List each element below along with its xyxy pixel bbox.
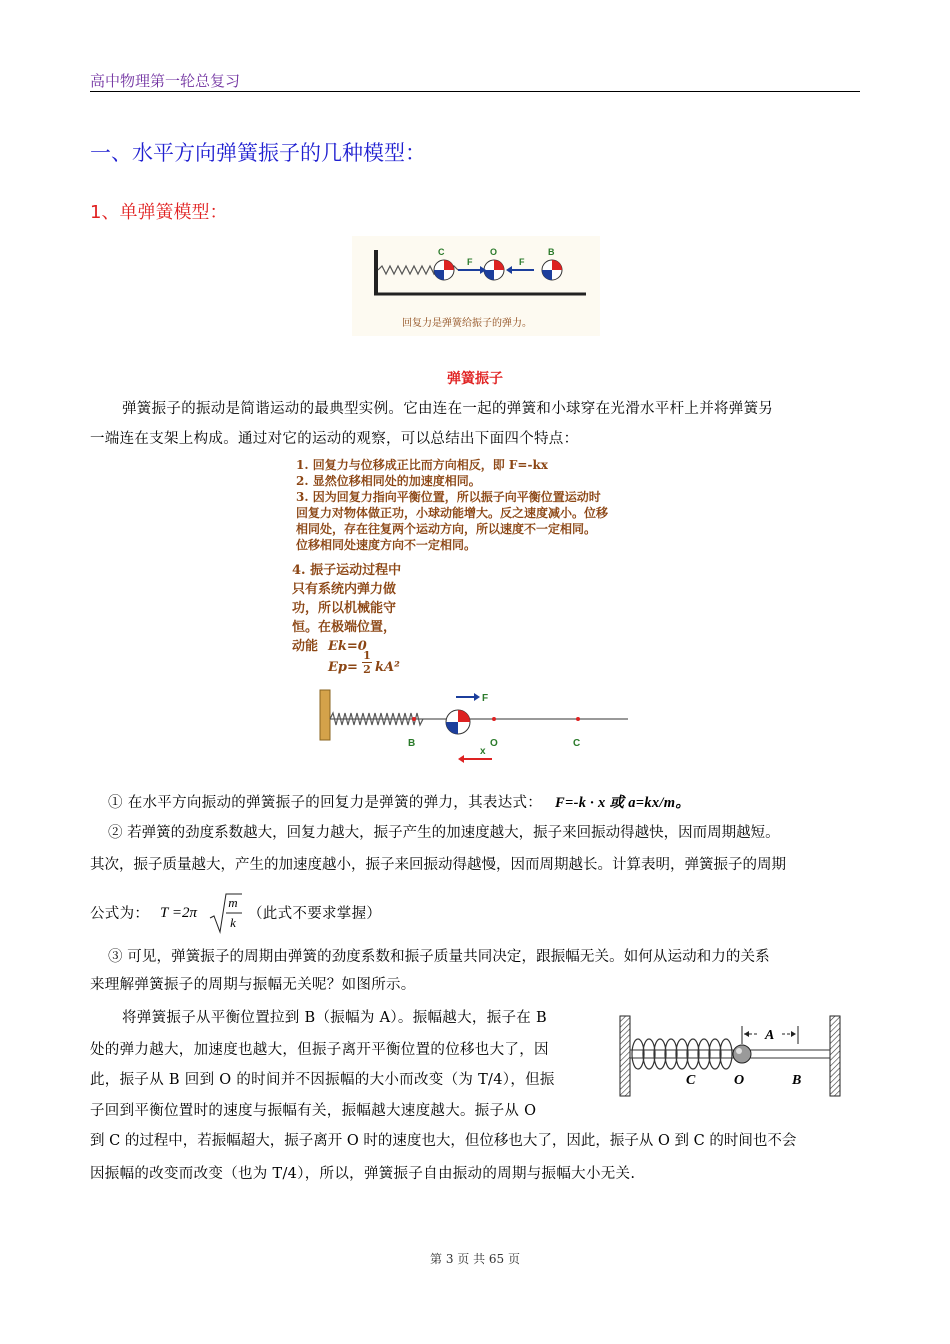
period-formula-line — [90, 900, 149, 929]
formula-prefix: 公式为： — [90, 906, 150, 922]
feature-4b: 只有系统内弹力做 — [292, 582, 397, 597]
ball-o — [484, 260, 504, 280]
point-1 — [108, 789, 690, 818]
label-c: C — [573, 738, 581, 749]
figure-single-spring-drawing — [352, 236, 600, 336]
label-force-right: F — [519, 257, 525, 267]
potential-energy-lhs: Ep= — [328, 660, 358, 675]
point-2-line-1: ② 若弹簧的劲度系数越大，回复力越大，振子产生的加速度越大，振子来回振动得越快，因而周期越短。 — [108, 825, 780, 841]
ball-c — [434, 260, 454, 280]
formula-num: m — [228, 895, 238, 910]
feature-1: 1. 回复力与位移成正比而方向相反，即 F=-kx — [296, 458, 548, 472]
potential-energy-tail: kA² — [375, 660, 400, 675]
point-2-line-2: 其次，振子质量越大，产生的加速度越小，振子来回振动得越慢，因而周期越长。计算表明，弹簧振子的周期 — [90, 857, 786, 873]
feature-4a: 4. 振子运动过程中 — [292, 563, 402, 578]
ball-b — [542, 260, 562, 280]
label-o: O — [490, 738, 498, 749]
section-heading: 一、水平方向弹簧振子的几种模型： — [90, 141, 426, 165]
section-title: 弹簧振子 — [447, 371, 503, 387]
label-amplitude: A — [765, 1028, 775, 1043]
explain-line-1: 将弹簧振子从平衡位置拉到 B（振幅为 A）。振幅越大，振子在 B — [122, 1010, 547, 1026]
formula-den: k — [230, 915, 236, 930]
explain-line-3: 此，振子从 B 回到 O 的时间并不因振幅的大小而改变（为 T/4），但振 — [90, 1072, 555, 1088]
label-c: C — [686, 1073, 696, 1088]
explain-line-4: 子回到平衡位置时的速度与振幅有关，振幅越大速度越大。振子从 O — [90, 1103, 537, 1119]
label-o: O — [490, 247, 498, 257]
label-b: B — [408, 738, 416, 749]
feature-3a: 3. 因为回复力指向平衡位置，所以振子向平衡位置运动时 — [296, 490, 601, 504]
point-3-line-2: 来理解弹簧振子的周期与振幅无关呢？如图所示。 — [90, 977, 416, 993]
label-b: B — [548, 247, 555, 257]
figure1-caption: 回复力是弹簧给振子的弹力。 — [402, 318, 532, 329]
point-3-line-1: ③ 可见，弹簧振子的周期由弹簧的劲度系数和振子质量共同决定，跟振幅无关。如何从运动和力的关系 — [108, 949, 770, 965]
oscillator-ball — [446, 710, 470, 734]
feature-4c: 功，所以机械能守 — [292, 601, 397, 616]
figure-single-spring — [352, 236, 600, 336]
label-force-left: F — [467, 257, 473, 267]
explain-line-6: 因振幅的改变而改变（也为 T/4），所以，弹簧振子自由振动的周期与振幅大小无关. — [90, 1166, 636, 1182]
feature-3b: 回复力对物体做正功，小球动能增大。反之速度减小。位移 — [296, 506, 609, 520]
figure-spring-horizontal — [286, 682, 664, 777]
formula-note: （此式不要求掌握） — [248, 906, 382, 922]
point-1-text: ① 在水平方向振动的弹簧振子的回复力是弹簧的弹力，其表达式： — [108, 795, 543, 811]
feature-4d: 恒。在极端位置， — [292, 620, 397, 635]
label-x: x — [480, 746, 486, 757]
figure-spring-walls — [618, 1012, 860, 1102]
explain-line-2: 处的弹力越大，加速度也越大，但振子离开平衡位置的位移也大了，因 — [90, 1042, 549, 1058]
point-1-formula: F=-k · x 或 a=kx/m。 — [555, 795, 691, 811]
potential-energy-num: 1 — [363, 649, 371, 662]
feature-3c: 相同处，存在往复两个运动方向，所以速度不一定相同。 — [296, 522, 597, 536]
kinetic-energy: Ek=0 — [328, 639, 367, 654]
label-force: F — [482, 693, 489, 704]
formula-lhs: T =2π — [160, 905, 197, 921]
label-b: B — [792, 1073, 802, 1088]
page-number: 第 3 页 共 65 页 — [430, 1252, 520, 1266]
potential-energy-den: 2 — [363, 663, 371, 676]
features-figure — [286, 457, 664, 777]
intro-line-2: 一端连在支架上构成。通过对它的运动的观察，可以总结出下面四个特点： — [90, 431, 579, 447]
feature-2: 2. 显然位移相同处的加速度相同。 — [296, 474, 481, 488]
explain-line-5: 到 C 的过程中，若振幅超大，振子离开 O 时的速度也大，但位移也大了，因此，振子从 O 到 C 的时间也不会 — [90, 1133, 797, 1149]
label-o: O — [734, 1073, 745, 1088]
label-c: C — [438, 247, 445, 257]
intro-line-1: 弹簧振子的振动是简谐运动的最典型实例。它由连在一起的弹簧和小球穿在光滑水平杆上并将弹簧另 — [122, 401, 774, 417]
feature-3d: 位移相同处速度方向不一定相同。 — [296, 538, 477, 552]
subsection-heading: 1、单弹簧模型： — [90, 202, 228, 223]
running-header: 高中物理第一轮总复习 — [90, 72, 241, 90]
header-rule — [90, 91, 860, 92]
feature-4e: 动能 — [292, 639, 319, 654]
